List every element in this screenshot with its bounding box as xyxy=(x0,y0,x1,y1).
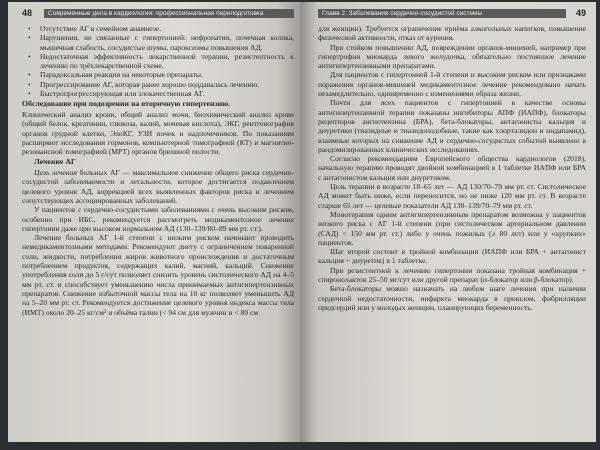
left-page xyxy=(8,2,300,442)
exam-paragraph: Клинический анализ крови, общий анализ мочи, биохимический анализ крови (общий белок, креатинин, глюкоза, калий, мочевая кислота), ЭКГ, рентгенография органов грудной клетки, ЭхоКГ, УЗИ почек и надпочечников. По показаниям расширяют исследования гормонов, компьютерной томографией (КТ) и магнитно-резонансной томографией (МРТ) органов брюшной полости. xyxy=(22,109,294,157)
paragraph: Лечение больных АГ 1-й степени с низким риском начинают проводить немедикаментозными методами. Рекомендуют диету с ограничением поваренной соли, жидкости, потребления жиров животного происхождения и достаточным потреблением продуктов, содержащих калий, магний, кальций. Снижение употребления соли до 5 г/сут позволяет снизить уровень систолического АД на 4–5 мм рт. ст. и способствует уменьшению числа принимаемых антигипертензивных препаратов. Снижение избыточной массы тела на 10 кг позволяет уменьшить АД на 5–20 мм рт. ст. Рекомендуется достижение целевого уровня индекса массы тела (ИМТ) около 20–25 кг/см² и объёма талии (< 94 см для мужчин и < 80 см xyxy=(22,233,294,317)
goal-text: больных АГ — максимальное снижение общего риска сердечно-сосудистой заболеваемости и летальности, которое достигается подавлением целевого уровня АД, коррекцией всех выявленных факторов риска и лечением сопутствующих ассоциированных заболеваний. xyxy=(22,168,294,205)
paragraph: Цель терапии в возрасте 18–65 лет — АД 130/70–79 мм рт. ст. Систолическое АД может быть ниже, если переносится, но не ниже 120 мм рт. ст. В возрасте старше 65 лет — целевые показатели АД 130–139/70–79 мм рт. ст. xyxy=(318,182,586,210)
paragraph: Для пациентов с гипертонией 1-й степени и высоким риском или признаками поражения органов-мишеней медикаментозное лечение рекомендовано начать незамедлительно, одновременно с изменениями образа жизни. xyxy=(318,70,586,99)
left-header-title: Современные дела в кардиологии: профессиональная переподготовка xyxy=(44,9,294,18)
paragraph: При резистентной к лечению гипертонии показана тройная комбинация + спиронолактон 25–50 мг/сут или другой препарат (α-блокатор или β-блокатор). xyxy=(318,265,586,285)
list-item: • Недостаточная эффективность лекарственной терапии, резистентность к лечению по трёхлекарственной схеме. xyxy=(22,52,294,71)
secondary-hypertension-signs-list xyxy=(22,24,294,98)
list-item: • Прогрессирование АГ, которая ранее хорошо поддавалась лечению. xyxy=(22,80,294,89)
paragraph: Почти для всех пациентов с гипертонией в качестве основы антигипертензивной терапии показаны ингибиторы АПФ (ИАПФ), блокаторы рецепторов ангиотензина (БРА), бета-блокаторы, антагонисты кальция и диуретики (тиазидные и тиазидоподобные, такие как хлорталидон и индапамид), взаимные которых на снижение АД и сердечно-сосудистых событий выявлено в рандомизированных клинических исследованиях. xyxy=(318,98,586,154)
list-item: • Парадоксальная реакция на некоторые препараты. xyxy=(22,70,294,79)
paragraph: У пациентов с сердечно-сосудистыми заболеваниями с очень высоким риском, особенно при ИБС, рекомендуется рассмотреть медикаментозное лечение гипертонии даже при высоком нормальном АД (130–139/80–89 мм рт. ст.). xyxy=(22,205,294,233)
paragraph: Шаг второй состоит в тройной комбинации (ИАПФ или БРА + антагонист кальция + диуретик) в 1 таблетке. xyxy=(318,247,586,266)
list-item: • Нарушения, не связанные с гипертонией: нефропатия, почечная колика, мышечная слабость, сосудистые шумы, пароксизмы повышения АД. xyxy=(22,33,294,52)
treatment-heading: Лечение АГ xyxy=(34,157,76,167)
right-header-title: Глава 2. Заболевания сердечно-сосудистой системы xyxy=(318,9,566,18)
list-item: • Быстропрогрессирующая или злокачественная АГ. xyxy=(22,89,294,98)
list-item: • Отсутствие АГ в семейном анамнезе. xyxy=(22,24,294,33)
goal-paragraph xyxy=(22,168,294,205)
paragraph: для женщин). Требуется ограничение приёма алкогольных напитков, повышение физической активности, отказ от курения. xyxy=(318,24,586,43)
paragraph: Бета-блокаторы можно назначать на любом шаге лечения при наличии сердечной недостаточности, инфаркта миокарда в прошлом, фибрилляции предсердий или у молодых женщин, планирующих беременность. xyxy=(318,284,586,312)
left-running-head xyxy=(22,6,294,20)
right-running-head xyxy=(318,6,586,20)
right-page xyxy=(300,2,596,442)
paragraph: При стойком повышении АД, повреждении органов-мишеней, например при гипертрофии миокарда левого желудочка, обязательно постоянное лечение антигипертензивными препаратами. xyxy=(318,42,586,71)
right-page-number: 49 xyxy=(575,8,586,18)
exam-heading: Обследование при подозрении на вторичную гипертензию. xyxy=(22,99,230,109)
open-book xyxy=(8,0,596,450)
paragraph: Монотерапия одним антигипертензивным препаратом возможна у пациентов низкого риска с АГ 1-й степени (при систолическом артериальном давлении (САД) < 150 мм рт. ст.) либо у очень пожилых (≥ 80 лет) или у «хрупких» пациентов. xyxy=(318,209,586,247)
left-page-number: 48 xyxy=(22,8,33,18)
goal-label: Цель лечения xyxy=(34,168,77,178)
paragraph: Согласно рекомендациям Европейского общества кардиологов (2018), начальную терапию проводят двойной комбинацией в 1 таблетке ИАПФ или БРА с антагонистом кальция или диуретиком. xyxy=(318,154,586,182)
